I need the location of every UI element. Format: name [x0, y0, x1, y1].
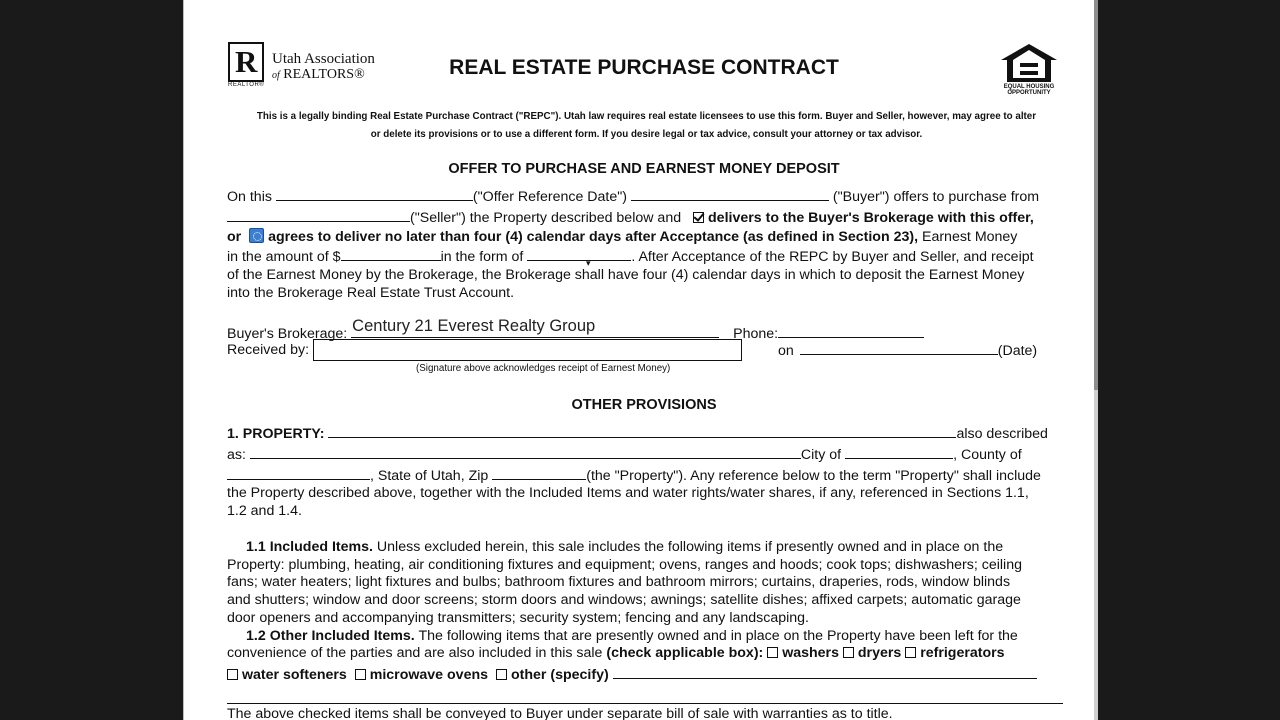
also-described-text: also described [956, 426, 1048, 442]
s12-last-line: The above checked items shall be conveyed to Buyer under separate bill of sale with warranties as to title. [227, 706, 893, 720]
offer-ref-label: ("Offer Reference Date") [472, 189, 628, 205]
association-line1: Utah Association [272, 51, 375, 67]
offer-line-5: of the Earnest Money by the Brokerage, the Brokerage shall have four (4) calendar days in which to deposit the Earnest Money [227, 267, 1025, 283]
buyer-name-field[interactable] [631, 187, 829, 201]
offer-line-6: into the Brokerage Real Estate Trust Account. [227, 285, 515, 301]
county-of-text: , County of [953, 447, 1022, 463]
agrees-checkbox[interactable] [249, 228, 264, 243]
as-text: as: [227, 447, 246, 463]
buyer-offers-text: ("Buyer") offers to purchase from [832, 189, 1040, 205]
refrigerators-checkbox[interactable] [905, 647, 916, 658]
property-line-5: 1.2 and 1.4. [227, 503, 302, 519]
property-label: 1. PROPERTY: [227, 426, 325, 442]
s12-number: 1.2 [246, 628, 266, 644]
amount-field[interactable] [341, 247, 441, 261]
mouse-cursor-icon: ▾ [586, 258, 591, 268]
other-specify-field[interactable] [613, 665, 1037, 679]
microwave-ovens-label: microwave ovens [369, 667, 489, 683]
water-softeners-label: water softeners [241, 667, 347, 683]
property-line-4: the Property described above, together with the Included Items and water rights/water shares, if any, referenced in Sections 1.1, [227, 485, 1029, 501]
after-acceptance-text: . After Acceptance of the REPC by Buyer and Seller, and receipt [631, 249, 1034, 265]
eho-text2: OPPORTUNITY [1007, 90, 1051, 96]
offer-heading: OFFER TO PURCHASE AND EARNEST MONEY DEPOSIT [448, 161, 840, 177]
dryers-label: dryers [857, 645, 902, 661]
offer-line-1 [227, 187, 1039, 206]
water-softeners-checkbox[interactable] [227, 669, 238, 680]
s12-line-2 [227, 644, 1005, 662]
other-specify-label: other (specify) [510, 667, 609, 683]
zip-field[interactable] [492, 466, 586, 480]
seller-desc-text: ("Seller") the Property described below and [410, 210, 682, 226]
received-by-label: Received by: [227, 342, 310, 358]
logo-letter: R [235, 44, 258, 79]
property-line-3 [227, 466, 1041, 485]
association-of: of [272, 70, 280, 81]
state-zip-text: , State of Utah, Zip [370, 468, 489, 484]
logo-sub: REALTOR® [228, 82, 265, 88]
page-title: REAL ESTATE PURCHASE CONTRACT [449, 56, 839, 79]
offer-line-4 [227, 247, 1034, 266]
other-specify-continuation-field[interactable] [227, 703, 1063, 704]
s12-line-1 [227, 627, 1018, 645]
brokerage-value: Century 21 Everest Realty Group [352, 317, 596, 335]
brokerage-field[interactable] [351, 317, 719, 338]
s11-line-3: fans; water heaters; light fixtures and bulbs; bathroom fixtures and bathroom mirrors; curtains, draperies, rods, window blinds [227, 574, 1011, 590]
disclaimer-line1: This is a legally binding Real Estate Purchase Contract ("REPC"). Utah law requires real estate licensees to use this form. Buyer and Seller, however, may agree to alter [256, 111, 1037, 122]
phone-label: Phone: [733, 326, 779, 342]
washers-label: washers [782, 645, 839, 661]
s11-line-4: and shutters; window and door screens; storm doors and windows; awnings; satellite dishes; affixed carpets; automatic garage [227, 592, 1021, 608]
s12-title: Other Included Items. [269, 628, 415, 644]
phone-field[interactable] [778, 324, 924, 338]
form-of-field[interactable] [527, 247, 631, 261]
brokerage-label: Buyer's Brokerage: [227, 326, 348, 342]
on-label: on [778, 343, 794, 359]
city-of-text: City of [800, 447, 842, 463]
offer-line-2 [227, 208, 1034, 227]
s11-text-1: Unless excluded herein, this sale includes the following items if presently owned and in place on the [376, 539, 1004, 555]
microwave-ovens-checkbox[interactable] [355, 669, 366, 680]
s11-title: Included Items. [269, 539, 373, 555]
seller-name-field[interactable] [227, 208, 410, 222]
the-property-text: (the "Property"). Any reference below to the term "Property" shall include [586, 468, 1041, 484]
s12-line-3 [227, 665, 1037, 684]
property-line-2 [227, 445, 1022, 464]
s12-check-text: (check applicable box): [606, 645, 764, 661]
offer-date-field[interactable] [276, 187, 473, 201]
county-field[interactable] [227, 466, 370, 480]
or-text: or [227, 229, 242, 245]
refrigerators-label: refrigerators [920, 645, 1005, 661]
offer-line-3 [227, 228, 1017, 246]
amount-prefix: in the amount of $ [227, 249, 341, 265]
s11-line-2: Property: plumbing, heating, air conditioning fixtures and equipment; ovens, ranges and hoods; cook tops; dishwashers; ceiling [227, 557, 1022, 573]
washers-checkbox[interactable] [767, 647, 778, 658]
s12-text-1: The following items that are presently owned and in place on the Property have been left for the [418, 628, 1018, 644]
disclaimer [229, 108, 1064, 144]
received-line [227, 341, 309, 359]
received-date-line [778, 341, 1037, 360]
eho-text1: EQUAL HOUSING [1003, 84, 1055, 90]
property-line-1 [227, 424, 1048, 443]
s11-line-1 [227, 538, 1003, 556]
property-description-field[interactable] [250, 445, 801, 459]
s11-number: 1.1 [246, 539, 266, 555]
agrees-text: agrees to deliver no later than four (4) calendar days after Acceptance (as defined in Section 23), [268, 229, 919, 245]
disclaimer-line2: or delete its provisions or to use a different form. If you desire legal or tax advice, consult your attorney or tax advisor. [370, 129, 923, 140]
signature-field[interactable] [313, 339, 742, 361]
date-label: (Date) [997, 343, 1038, 359]
city-field[interactable] [845, 445, 953, 459]
form-of-text: in the form of [440, 249, 524, 265]
s11-line-5: door openers and accompanying transmitters; security system; fencing and any landscaping. [227, 610, 809, 626]
property-address-field[interactable] [328, 424, 956, 438]
association-name: REALTORS® [283, 67, 365, 82]
s12-text-2: convenience of the parties and are also included in this sale [227, 645, 603, 661]
document-page [183, 0, 1094, 720]
signature-caption: (Signature above acknowledges receipt of Earnest Money) [416, 363, 671, 374]
delivers-checkbox[interactable] [693, 212, 704, 223]
delivers-text: delivers to the Buyer's Brokerage with this offer, [708, 210, 1034, 226]
received-date-field[interactable] [800, 341, 998, 355]
earnest-money-text: Earnest Money [921, 229, 1018, 245]
dryers-checkbox[interactable] [843, 647, 854, 658]
other-provisions-heading: OTHER PROVISIONS [571, 397, 717, 413]
on-this-text: On this [227, 189, 272, 205]
other-checkbox[interactable] [496, 669, 507, 680]
